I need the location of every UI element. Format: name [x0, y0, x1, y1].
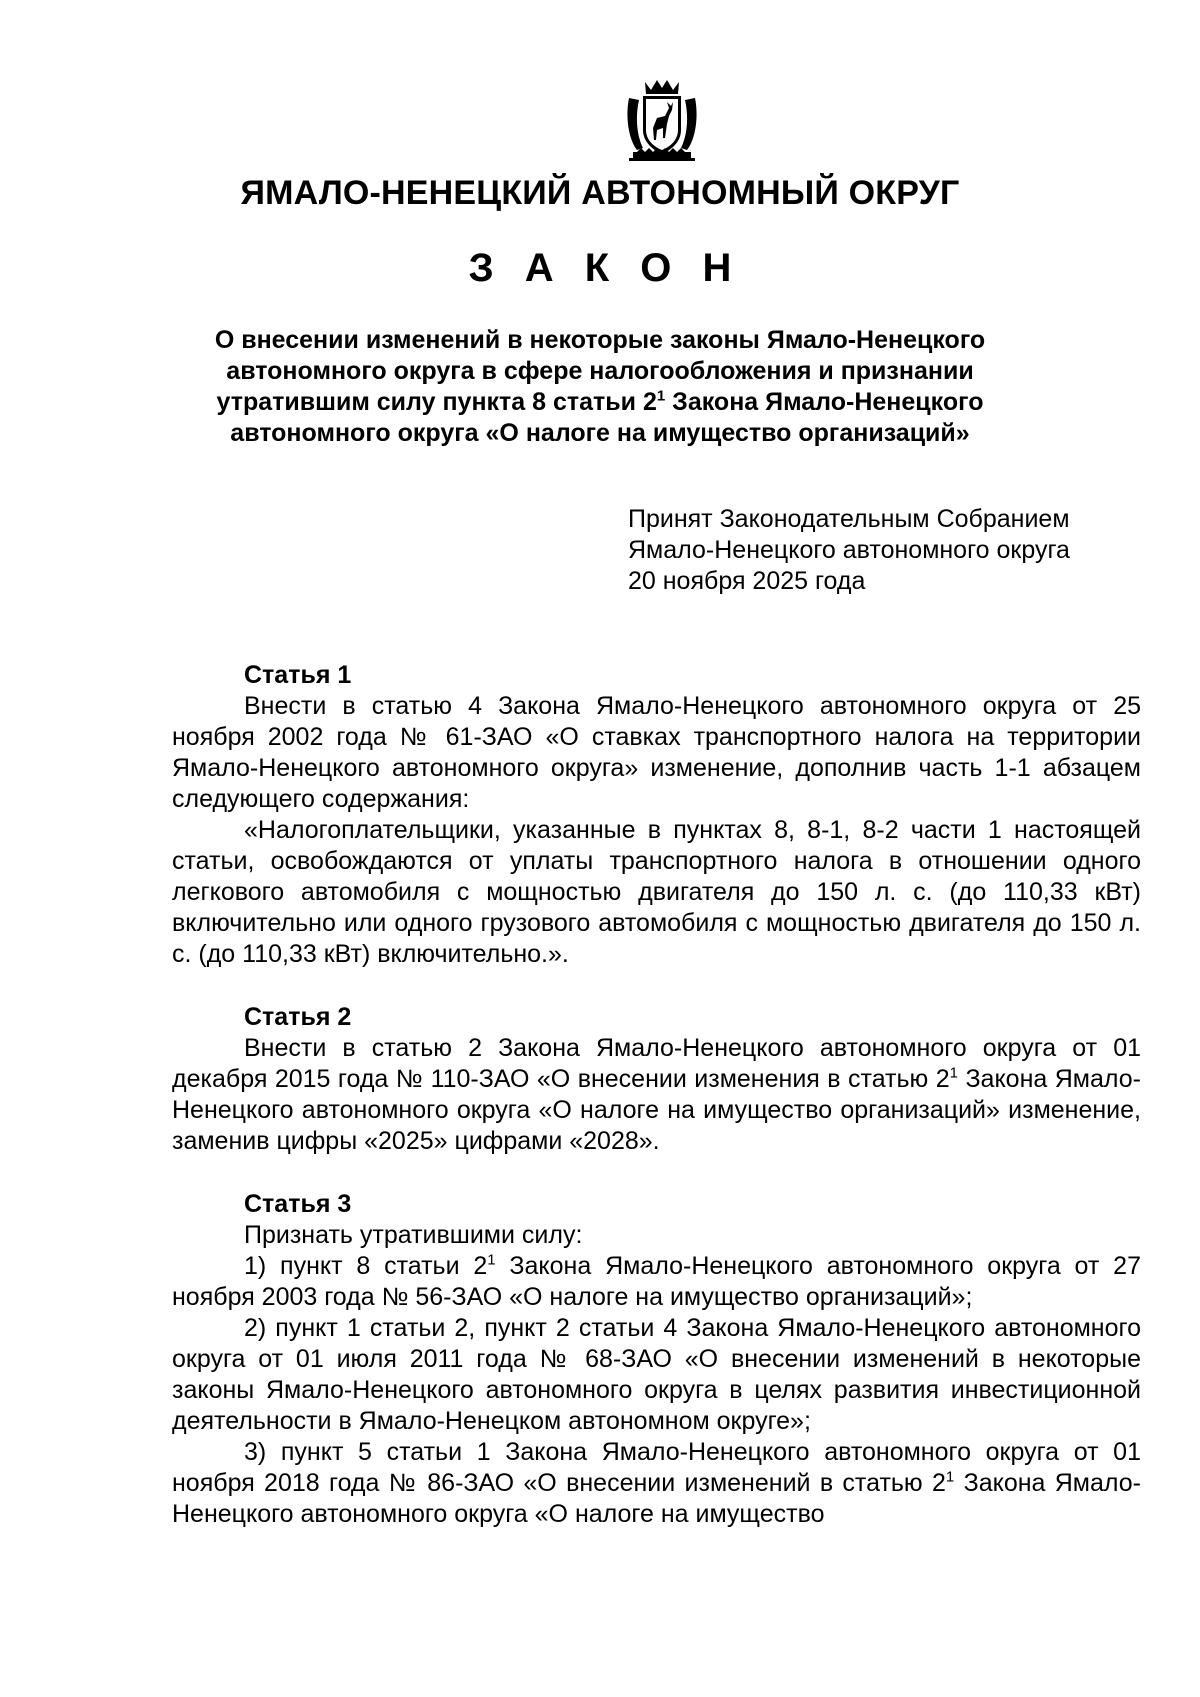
superscript: 1: [656, 387, 666, 405]
article-3-heading: Статья 3: [244, 1190, 352, 1218]
spacer: [172, 1157, 1141, 1189]
title-text: утратившим силу пункта 8 статьи 2: [216, 388, 657, 416]
title-line: О внесении изменений в некоторые законы Ямало-Ненецкого: [214, 326, 986, 354]
paragraph-text: Закона Ямало-Ненецкого автономного округа от 27 ноября 2003 года № 56-ЗАО «О налоге на имущество организаций»;: [172, 1252, 1141, 1311]
adoption-line: Принят Законодательным Собранием: [628, 505, 1070, 533]
adoption-date: 20 ноября 2025 года: [628, 567, 866, 595]
title-line: [200, 387, 1000, 418]
paragraph-text: Закона Ямало-Ненецкого автономного округа «О налоге на имущество: [172, 1469, 1141, 1528]
superscript: 1: [487, 1251, 496, 1269]
document-title: [200, 325, 1000, 449]
coat-of-arms-icon: [623, 78, 701, 164]
document-body: [172, 660, 1141, 1530]
article-2-heading: Статья 2: [244, 1003, 352, 1031]
title-text: Закона Ямало-Ненецкого: [665, 388, 984, 416]
article-2-paragraph: [172, 1033, 1141, 1157]
article-1-quote: «Налогоплательщики, указанные в пунктах 8, 8-1, 8-2 части 1 настоящей статьи, освобождаются от уплаты транспортного налога в отношении одного легкового автомобиля с мощностью двигателя до 150 л. с. (до 110,33 кВт) включительно или одного грузового автомобиля с мощностью двигателя до 150 л. с. (до 110,33 кВт) включительно.».: [172, 816, 1141, 968]
document-type: З А К О Н: [468, 246, 742, 290]
paragraph-text: 3) пункт 5 статьи 1 Закона Ямало-Ненецкого автономного округа от 01 ноября 2018 года № 86-ЗАО «О внесении изменений в статью 2: [172, 1438, 1141, 1497]
article-1-heading: Статья 1: [244, 661, 352, 689]
region-name: ЯМАЛО-НЕНЕЦКИЙ АВТОНОМНЫЙ ОКРУГ: [240, 174, 960, 212]
adoption-line: Ямало-Ненецкого автономного округа: [628, 536, 1070, 564]
paragraph-text: 1) пункт 8 статьи 2: [244, 1252, 488, 1280]
superscript: 1: [945, 1468, 955, 1486]
article-3-item-1: [172, 1251, 1141, 1313]
spacer: [172, 970, 1141, 1002]
article-1-paragraph: Внести в статью 4 Закона Ямало-Ненецкого автономного округа от 25 ноября 2002 года № 61-ЗАО «О ставках транспортного налога на территории Ямало-Ненецкого автономного округа» изменение, дополнив часть 1-1 абзацем следующего содержания:: [172, 692, 1141, 813]
title-line: автономного округа в сфере налогообложения и признании: [226, 357, 974, 385]
article-3-item-2: 2) пункт 1 статьи 2, пункт 2 статьи 4 Закона Ямало-Ненецкого автономного округа от 01 июля 2011 года № 68-ЗАО «О внесении изменений в некоторые законы Ямало-Ненецкого автономного округа в целях развития инвестиционной деятельности в Ямало-Ненецком автономном округе»;: [172, 1314, 1141, 1435]
paragraph-text: Закона Ямало-Ненецкого автономного округа «О налоге на имущество организаций» изменение, заменив цифры «2025» цифрами «2028».: [172, 1065, 1141, 1155]
paragraph-text: Внести в статью 2 Закона Ямало-Ненецкого автономного округа от 01 декабря 2015 года № 110-ЗАО «О внесении изменения в статью 2: [172, 1034, 1141, 1093]
title-line: автономного округа «О налоге на имущество организаций»: [230, 419, 970, 447]
superscript: 1: [949, 1064, 958, 1082]
adoption-note: [628, 504, 1070, 597]
article-3-intro: Признать утратившими силу:: [244, 1221, 583, 1249]
article-3-item-3: [172, 1437, 1141, 1530]
